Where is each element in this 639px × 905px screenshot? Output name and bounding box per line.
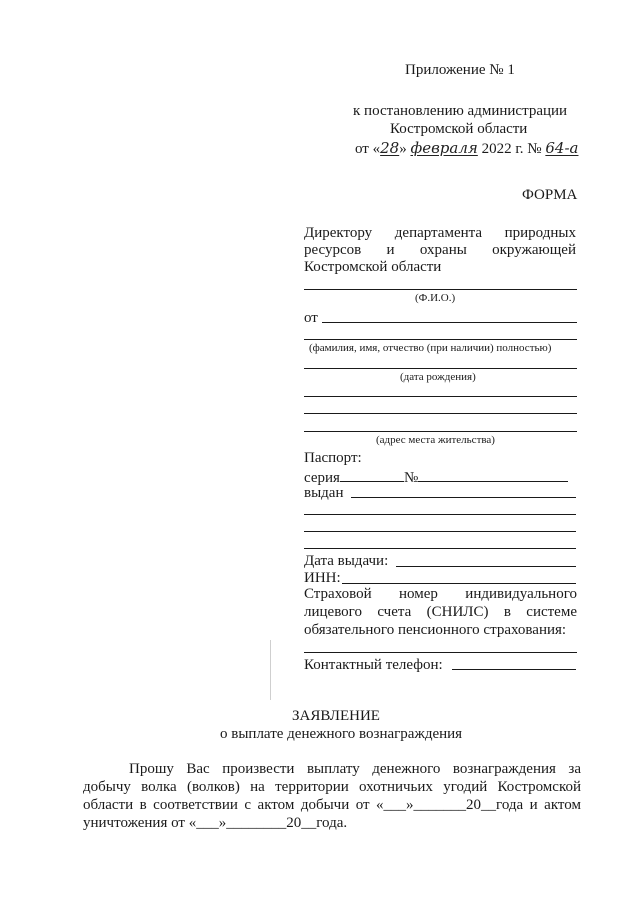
issued-line-3[interactable] (304, 531, 576, 532)
date-prefix: от « (355, 141, 381, 157)
date-mid: » (399, 141, 411, 157)
appendix-label: Приложение № 1 (405, 62, 515, 78)
fio-caption: (Ф.И.О.) (415, 292, 456, 304)
number-label: № (403, 470, 419, 486)
scan-margin-mark (270, 640, 271, 700)
snils-line-3: обязательного пенсионного страхования: (304, 622, 567, 638)
address-caption: (адрес места жительства) (376, 434, 495, 446)
addressee-line-1: Директору департамента природных (304, 225, 576, 241)
handwritten-day: 28 (380, 139, 400, 157)
issue-date-row (304, 552, 388, 570)
statement-line-1: Прошу Вас произвести выплату денежного вознаграждения за (129, 761, 581, 777)
resolution-date-line (355, 139, 578, 158)
passport-label: Паспорт: (304, 450, 362, 466)
snils-field-line[interactable] (304, 652, 577, 653)
statement-line-2: добычу волка (волков) на территории охотничьих угодий Костромской (83, 779, 581, 795)
inn-line[interactable] (342, 583, 576, 584)
fio-line[interactable] (304, 289, 577, 290)
phone-row (304, 656, 443, 674)
inn-label: ИНН: (304, 570, 341, 586)
issued-row (304, 484, 343, 502)
statement-subtitle: о выплате денежного вознаграждения (220, 726, 463, 742)
issued-line-2[interactable] (304, 514, 576, 515)
fullname-line[interactable] (304, 339, 577, 340)
inn-row (304, 569, 341, 587)
resolution-line-1: к постановлению администрации (353, 103, 568, 119)
issue-date-label: Дата выдачи: (304, 553, 389, 569)
phone-line[interactable] (452, 669, 576, 670)
address-line-2[interactable] (304, 413, 577, 414)
address-line-3[interactable] (304, 431, 577, 432)
address-line-1[interactable] (304, 396, 577, 397)
from-row (304, 309, 318, 327)
phone-label: Контактный телефон: (304, 657, 443, 673)
statement-line-4: уничтожения от «___»________20__года. (83, 815, 348, 831)
snils-line-2: лицевого счета (СНИЛС) в системе (304, 604, 577, 620)
handwritten-number: 64-а (545, 139, 579, 157)
form-title: ФОРМА (522, 187, 578, 203)
fullname-caption: (фамилия, имя, отчество (при наличии) полностью) (309, 342, 552, 354)
addressee-line-2: ресурсов и охраны окружающей (304, 242, 576, 258)
issue-date-line[interactable] (396, 566, 576, 567)
addressee-line-3: Костромской области (304, 259, 442, 275)
statement-line-3: области в соответствии с актом добычи от «___»_______20__года и актом (83, 797, 581, 813)
from-line[interactable] (322, 322, 577, 323)
birthdate-caption: (дата рождения) (400, 371, 476, 383)
series-label: серия (304, 470, 340, 486)
statement-title: ЗАЯВЛЕНИЕ (292, 708, 380, 724)
date-year: 2022 г. № (477, 141, 546, 157)
number-field[interactable] (418, 467, 568, 482)
handwritten-month: февраля (410, 139, 478, 157)
series-field[interactable] (340, 467, 404, 482)
resolution-line-2: Костромской области (390, 121, 528, 137)
series-row (304, 467, 568, 487)
from-label: от (304, 310, 318, 326)
issued-line-4[interactable] (304, 548, 576, 549)
birthdate-line[interactable] (304, 368, 577, 369)
issued-label: выдан (304, 485, 344, 501)
issued-line-1[interactable] (351, 497, 576, 498)
snils-line-1: Страховой номер индивидуального (304, 586, 577, 602)
